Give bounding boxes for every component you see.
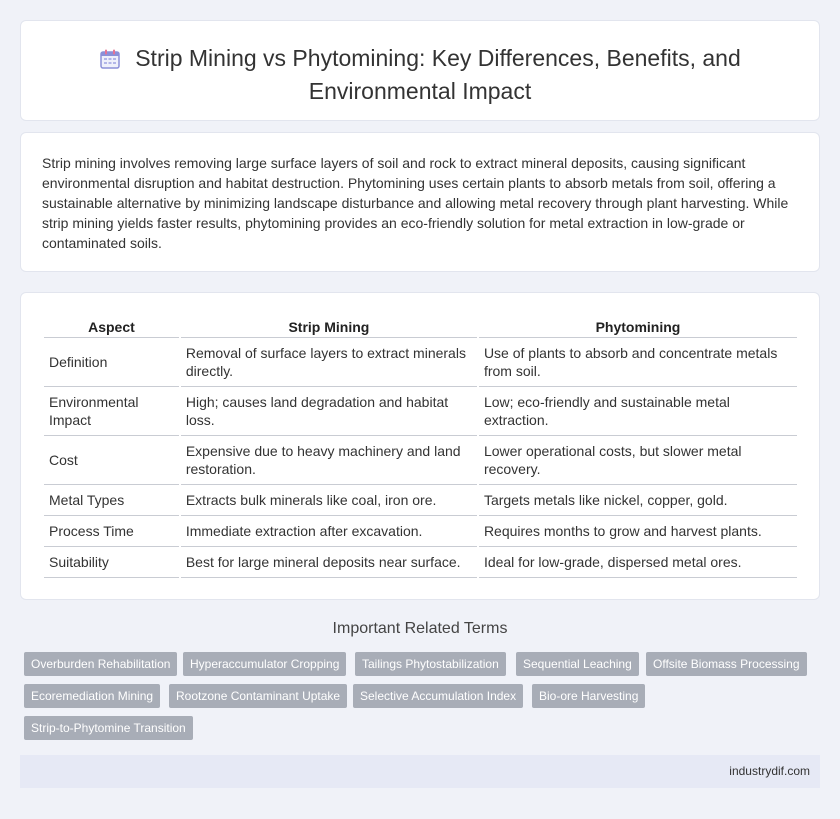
- phytomining-cell: Use of plants to absorb and concentrate metals from soil.: [479, 338, 797, 387]
- related-term-tag[interactable]: Strip-to-Phytomine Transition: [24, 716, 193, 740]
- related-term-tag[interactable]: Tailings Phytostabilization: [355, 652, 506, 676]
- intro-paragraph: Strip mining involves removing large surface layers of soil and rock to extract mineral deposits, causing significant environmental disruption and habitat destruction. Phytomining uses certain plants to absorb metals from soil, offering a sustainable alternative by minimizing landscape disturbance and allowing metal recovery through plant harvesting. While strip mining yields faster results, phytomining provides an eco-friendly solution for metal extraction in low-grade or contaminated soils.: [42, 155, 789, 251]
- intro-card: [20, 132, 820, 272]
- header-strip-mining: Strip Mining: [181, 317, 477, 338]
- aspect-cell: Cost: [44, 436, 179, 485]
- title-line-1: Strip Mining vs Phytomining: Key Differences, Benefits, and: [135, 45, 741, 71]
- comparison-table: [42, 317, 799, 578]
- related-term-tag[interactable]: Bio-ore Harvesting: [532, 684, 645, 708]
- header-aspect: Aspect: [44, 317, 179, 338]
- aspect-cell: Suitability: [44, 547, 179, 578]
- strip-mining-cell: Expensive due to heavy machinery and land restoration.: [181, 436, 477, 485]
- strip-mining-cell: Immediate extraction after excavation.: [181, 516, 477, 547]
- table-row: [44, 338, 797, 387]
- related-terms-title: Important Related Terms: [332, 620, 508, 637]
- aspect-cell: Definition: [44, 338, 179, 387]
- calendar-icon: [99, 48, 121, 77]
- strip-mining-cell: High; causes land degradation and habitat loss.: [181, 387, 477, 436]
- strip-mining-cell: Extracts bulk minerals like coal, iron ore.: [181, 485, 477, 516]
- table-header-row: [44, 317, 797, 338]
- phytomining-cell: Ideal for low-grade, dispersed metal ores.: [479, 547, 797, 578]
- footer-site-link[interactable]: industrydif.com: [729, 764, 810, 778]
- aspect-cell: Process Time: [44, 516, 179, 547]
- table-row: [44, 485, 797, 516]
- strip-mining-cell: Best for large mineral deposits near surface.: [181, 547, 477, 578]
- related-term-tag[interactable]: Selective Accumulation Index: [353, 684, 523, 708]
- related-term-tag[interactable]: Sequential Leaching: [516, 652, 639, 676]
- footer: [20, 755, 820, 788]
- comparison-card: [20, 292, 820, 600]
- table-row: [44, 387, 797, 436]
- aspect-cell: Metal Types: [44, 485, 179, 516]
- related-term-tag[interactable]: Overburden Rehabilitation: [24, 652, 177, 676]
- header-card: [20, 20, 820, 121]
- table-row: [44, 436, 797, 485]
- phytomining-cell: Requires months to grow and harvest plants.: [479, 516, 797, 547]
- header-phytomining: Phytomining: [479, 317, 797, 338]
- related-term-tag[interactable]: Rootzone Contaminant Uptake: [169, 684, 347, 708]
- phytomining-cell: Low; eco-friendly and sustainable metal extraction.: [479, 387, 797, 436]
- title-line-2: Environmental Impact: [308, 78, 532, 104]
- related-term-tag[interactable]: Hyperaccumulator Cropping: [183, 652, 346, 676]
- table-row: [44, 547, 797, 578]
- phytomining-cell: Lower operational costs, but slower metal recovery.: [479, 436, 797, 485]
- related-term-tag[interactable]: Offsite Biomass Processing: [646, 652, 807, 676]
- table-row: [44, 516, 797, 547]
- page-title: [21, 44, 819, 106]
- aspect-cell: Environmental Impact: [44, 387, 179, 436]
- phytomining-cell: Targets metals like nickel, copper, gold.: [479, 485, 797, 516]
- related-term-tag[interactable]: Ecoremediation Mining: [24, 684, 160, 708]
- strip-mining-cell: Removal of surface layers to extract minerals directly.: [181, 338, 477, 387]
